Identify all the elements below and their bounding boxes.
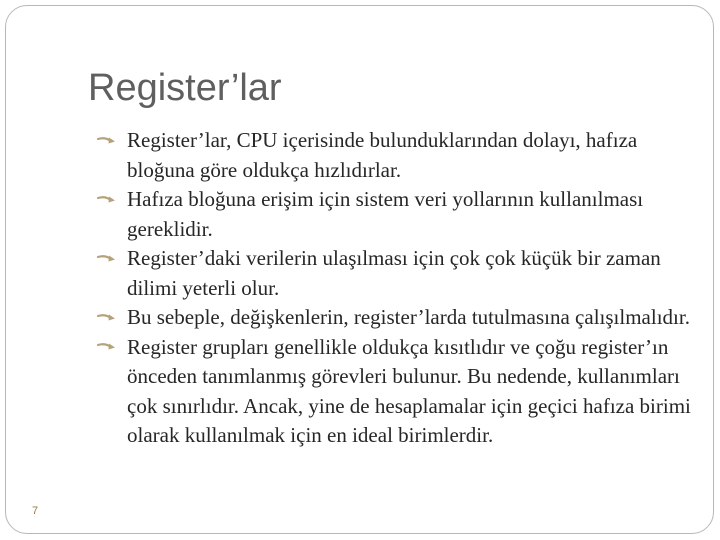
bullet-text: Bu sebeple, değişkenlerin, register’larda tutulmasına çalışılmalıdır. <box>127 305 690 329</box>
bullet-item <box>96 244 692 303</box>
bullet-item <box>96 333 692 451</box>
curved-arrow-bullet-icon <box>96 244 127 274</box>
bullet-item <box>96 126 692 185</box>
slide-number: 7 <box>32 505 39 517</box>
bullet-text: Register’daki verilerin ulaşılması için çok çok küçük bir zaman dilimi yeterli olur. <box>127 246 661 300</box>
curved-arrow-bullet-icon <box>96 303 127 333</box>
bullet-text: Hafıza bloğuna erişim için sistem veri yollarının kullanılması gereklidir. <box>127 187 644 241</box>
bullet-item <box>96 303 692 333</box>
bullet-list <box>96 126 692 451</box>
bullet-item <box>96 185 692 244</box>
curved-arrow-bullet-icon <box>96 333 127 363</box>
curved-arrow-bullet-icon <box>96 185 127 215</box>
bullet-text: Register grupları genellikle oldukça kısıtlıdır ve çoğu register’ın önceden tanımlanmış görevleri bulunur. Bu nedende, kullanımları çok sınırlıdır. Ancak, yine de hesaplamalar için geçici hafıza birimi olarak kullanılmak için en ideal birimlerdir. <box>127 334 691 447</box>
slide-title: Register’lar <box>88 67 282 109</box>
bullet-text: Register’lar, CPU içerisinde bulunduklarından dolayı, hafıza bloğuna göre oldukça hızlıdırlar. <box>127 128 638 182</box>
curved-arrow-bullet-icon <box>96 126 127 156</box>
slide <box>5 5 714 534</box>
